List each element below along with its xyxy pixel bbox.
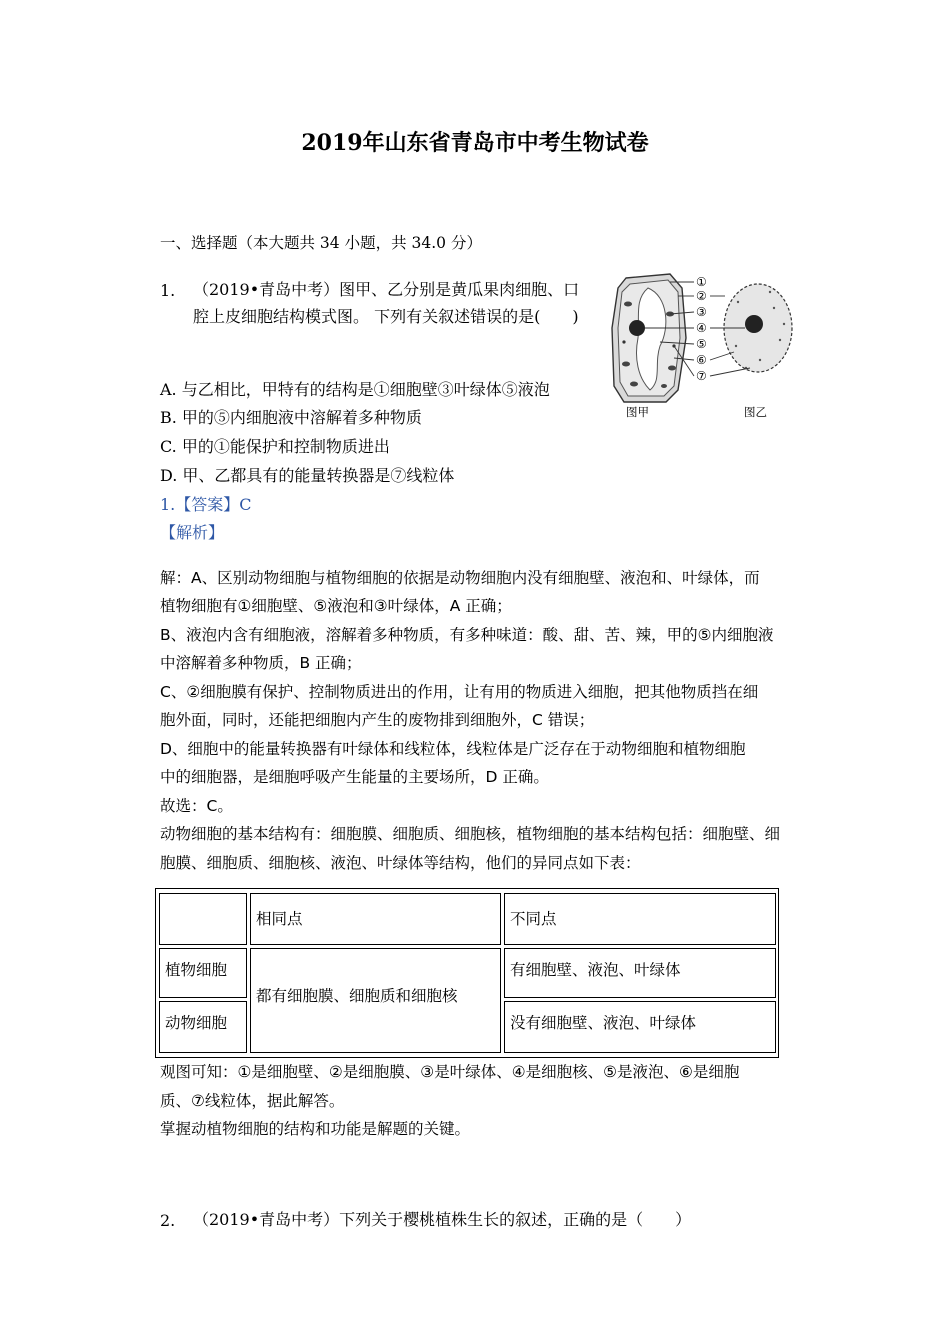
plant-cell-nucleus [629, 320, 645, 336]
table-row-plant-label: 植物细胞 [159, 948, 247, 998]
analysis-line: C、②细胞膜有保护、控制物质进出的作用，让有用的物质进入细胞，把其他物质挡在细 [160, 683, 759, 701]
answer-line: 1.【答案】C [160, 495, 252, 514]
figure-caption-right: 图乙 [744, 405, 767, 418]
analysis-line: 植物细胞有①细胞壁、⑤液泡和③叶绿体，A 正确； [160, 597, 512, 615]
table-row-animal-label: 动物细胞 [159, 1001, 247, 1053]
option-a: A. 与乙相比，甲特有的结构是①细胞壁③叶绿体⑤液泡 [160, 380, 550, 399]
figure-caption-left: 图甲 [626, 405, 649, 418]
analysis-label: 【解析】 [160, 523, 225, 542]
figure-label-1: ① [696, 275, 707, 289]
chloroplast [668, 366, 676, 371]
option-d: D. 甲、乙都具有的能量转换器是⑦线粒体 [160, 466, 455, 485]
question-1-number: 1. [160, 281, 176, 300]
mitochondrion [622, 340, 625, 343]
chloroplast [622, 362, 630, 367]
figure-label-3: ③ [696, 305, 707, 319]
analysis-line: 胞外面，同时，还能把细胞内产生的废物排到细胞外，C 错误； [160, 711, 595, 729]
table-header-different: 不同点 [504, 893, 776, 945]
figure-label-6: ⑥ [696, 353, 707, 367]
analysis-line: 中溶解着多种物质，B 正确； [160, 654, 362, 672]
page-title: 2019年山东省青岛市中考生物试卷 [301, 130, 649, 156]
analysis-line: D、细胞中的能量转换器有叶绿体和线粒体，线粒体是广泛存在于动物细胞和植物细胞 [160, 740, 746, 758]
analysis-line: 解：A、区别动物细胞与植物细胞的依据是动物细胞内没有细胞壁、液泡和、叶绿体，而 [160, 569, 760, 587]
question-2-stem: （2019•青岛中考）下列关于樱桃植株生长的叙述，正确的是（ ） [193, 1210, 692, 1229]
comparison-table [155, 888, 779, 1058]
chloroplast [630, 382, 638, 387]
table-animal-diff: 没有细胞壁、液泡、叶绿体 [504, 1001, 776, 1053]
section-heading: 一、选择题（本大题共 34 小题，共 34.0 分） [160, 234, 482, 252]
table-header-blank [159, 893, 247, 945]
option-b: B. 甲的⑤内细胞液中溶解着多种物质 [160, 408, 422, 427]
question-1-stem-line-1: （2019•青岛中考）图甲、乙分别是黄瓜果肉细胞、口 [193, 280, 580, 299]
after-table-line: 掌握动植物细胞的结构和功能是解题的关键。 [160, 1120, 471, 1138]
figure-label-7: ⑦ [696, 369, 707, 383]
chloroplast [661, 384, 667, 388]
analysis-line: B、液泡内含有细胞液，溶解着多种物质，有多种味道：酸、甜、苦、辣，甲的⑤内细胞液 [160, 626, 774, 644]
analysis-line: 中的细胞器，是细胞呼吸产生能量的主要场所，D 正确。 [160, 768, 549, 786]
chloroplast [624, 302, 632, 307]
figure-label-5: ⑤ [696, 337, 707, 351]
table-common-cell: 都有细胞膜、细胞质和细胞核 [250, 948, 501, 1053]
figure-label-group [696, 275, 707, 383]
table-header-same: 相同点 [250, 893, 501, 945]
animal-cell-nucleus [745, 315, 763, 333]
analysis-line: 故选：C。 [160, 797, 233, 815]
question-1-stem-line-2: 腔上皮细胞结构模式图。 下列有关叙述错误的是( ) [193, 307, 579, 326]
figure-label-2: ② [696, 289, 707, 303]
question-2-number: 2. [160, 1211, 176, 1230]
option-c: C. 甲的①能保护和控制物质进出 [160, 437, 390, 456]
after-table-line: 观图可知：①是细胞壁、②是细胞膜、③是叶绿体、④是细胞核、⑤是液泡、⑥是细胞 [160, 1063, 740, 1081]
table-plant-diff: 有细胞壁、液泡、叶绿体 [504, 948, 776, 998]
after-table-line: 质、⑦线粒体，据此解答。 [160, 1092, 345, 1110]
analysis-line: 动物细胞的基本结构有：细胞膜、细胞质、细胞核，植物细胞的基本结构包括：细胞壁、细 [160, 825, 781, 843]
figure-label-4: ④ [696, 321, 707, 335]
cell-structure-figure [604, 268, 804, 418]
analysis-line: 胞膜、细胞质、细胞核、液泡、叶绿体等结构，他们的异同点如下表： [160, 854, 641, 872]
cell-diagram [604, 268, 804, 418]
